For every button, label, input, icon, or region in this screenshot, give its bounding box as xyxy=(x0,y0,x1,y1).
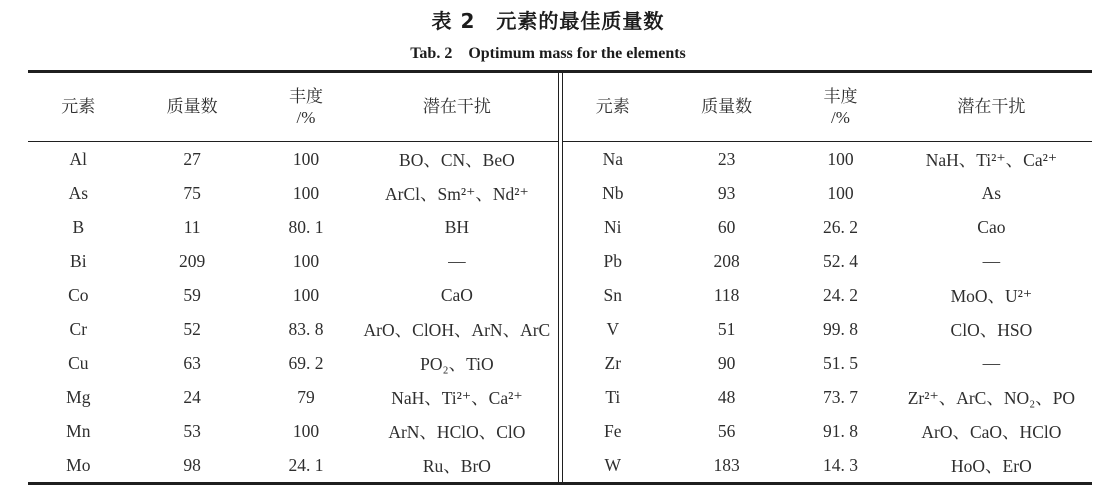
element-cell: Pb xyxy=(603,250,623,271)
mass-cell: 60 xyxy=(717,216,736,237)
mass-cell: 90 xyxy=(717,352,736,373)
table-row xyxy=(563,380,1093,414)
abundance-cell: 14. 3 xyxy=(822,454,858,475)
element-cell: W xyxy=(604,454,622,475)
table-title-chinese: 表 2 元素的最佳质量数 xyxy=(431,9,665,33)
table-row xyxy=(563,210,1093,244)
table-row xyxy=(563,278,1093,312)
left-table-body xyxy=(28,142,558,483)
interference-cell: HoO、ErO xyxy=(951,455,1032,476)
col-header-interference: 潜在干扰 xyxy=(356,73,557,142)
col-header-abundance: 丰度 /% xyxy=(256,73,357,142)
abundance-cell: 100 xyxy=(292,420,320,441)
table-row xyxy=(28,448,558,482)
interference-cell: Ru、BrO xyxy=(422,455,491,476)
table-row xyxy=(28,312,558,346)
abundance-cell: 100 xyxy=(827,182,854,203)
mass-cell: 23 xyxy=(717,148,736,169)
mass-cell: 98 xyxy=(183,454,201,475)
table-row xyxy=(28,176,558,210)
mass-cell: 59 xyxy=(183,284,201,305)
abundance-cell: 24. 2 xyxy=(822,284,858,305)
interference-cell: MoO、U²⁺ xyxy=(950,285,1033,306)
element-cell: Ti xyxy=(605,386,621,407)
mass-cell: 52 xyxy=(183,318,201,339)
abundance-cell: 100 xyxy=(292,250,320,271)
header-row xyxy=(563,73,1093,142)
interference-cell: BO、CN、BeO xyxy=(399,149,515,170)
col-header-abundance: 丰度 /% xyxy=(790,73,891,142)
abundance-cell: 52. 4 xyxy=(822,250,858,271)
table-row xyxy=(28,346,558,380)
element-cell: As xyxy=(68,182,89,203)
table-row xyxy=(28,142,558,177)
mass-cell: 24 xyxy=(183,386,201,407)
interference-cell: — xyxy=(982,352,1001,373)
element-cell: Sn xyxy=(603,284,623,305)
abundance-cell: 100 xyxy=(292,182,320,203)
interference-cell: BH xyxy=(444,216,470,237)
table-title-english: Tab. 2 Optimum mass for the elements xyxy=(410,45,686,62)
element-cell: Bi xyxy=(70,250,87,271)
table-row xyxy=(28,210,558,244)
interference-cell: — xyxy=(448,250,466,271)
interference-cell: ArCl、Sm²⁺、Nd²⁺ xyxy=(385,183,529,204)
abundance-cell: 100 xyxy=(292,148,320,169)
element-cell: V xyxy=(606,318,620,339)
element-cell: B xyxy=(72,216,85,237)
mass-cell: 183 xyxy=(713,454,740,475)
table-row xyxy=(563,414,1093,448)
col-header-mass: 质量数 xyxy=(129,73,256,142)
element-cell: Nb xyxy=(602,182,624,203)
col-header-mass: 质量数 xyxy=(663,73,790,142)
element-cell: Mo xyxy=(66,454,91,475)
interference-cell: Cao xyxy=(977,216,1006,237)
element-cell: Ni xyxy=(604,216,622,237)
mass-cell: 75 xyxy=(183,182,201,203)
elements-table xyxy=(28,70,1092,485)
header-row xyxy=(28,73,558,142)
interference-cell: As xyxy=(981,182,1002,203)
element-cell: Mg xyxy=(66,386,91,407)
interference-cell: Zr²⁺、ArC、NO₂、PO xyxy=(907,387,1076,408)
col-header-element: 元素 xyxy=(563,73,664,142)
table-row xyxy=(28,244,558,278)
mass-cell: 118 xyxy=(713,284,740,305)
table-row xyxy=(28,278,558,312)
left-table xyxy=(28,73,558,482)
interference-cell: ArO、ClOH、ArN、ArC xyxy=(363,319,551,340)
right-table-body xyxy=(563,142,1093,483)
element-cell: Na xyxy=(602,148,623,169)
abundance-cell: 73. 7 xyxy=(822,386,858,407)
interference-cell: PO₂、TiO xyxy=(420,353,494,374)
abundance-cell: 99. 8 xyxy=(822,318,858,339)
abundance-cell: 51. 5 xyxy=(822,352,858,373)
abundance-cell: 69. 2 xyxy=(288,352,324,373)
abundance-cell: 83. 8 xyxy=(288,318,324,339)
mass-cell: 93 xyxy=(717,182,736,203)
mass-cell: 11 xyxy=(183,216,201,237)
mass-cell: 51 xyxy=(717,318,736,339)
element-cell: Cu xyxy=(68,352,89,373)
abundance-cell: 80. 1 xyxy=(288,216,324,237)
interference-cell: ArO、CaO、HClO xyxy=(921,421,1062,442)
col-header-interference: 潜在干扰 xyxy=(891,73,1092,142)
interference-cell: ClO、HSO xyxy=(950,319,1033,340)
element-cell: Co xyxy=(68,284,89,305)
mass-cell: 48 xyxy=(717,386,736,407)
mass-cell: 63 xyxy=(183,352,201,373)
element-cell: Zr xyxy=(604,352,622,373)
left-table-half xyxy=(28,73,558,482)
interference-cell: — xyxy=(982,250,1001,271)
table-row xyxy=(563,176,1093,210)
interference-cell: ArN、HClO、ClO xyxy=(388,421,526,442)
abundance-cell: 100 xyxy=(827,148,854,169)
right-table-half xyxy=(563,73,1093,482)
table-row xyxy=(563,448,1093,482)
table-row xyxy=(563,244,1093,278)
element-cell: Al xyxy=(69,148,88,169)
interference-cell: CaO xyxy=(440,284,473,305)
right-table xyxy=(563,73,1093,482)
mass-cell: 208 xyxy=(713,250,740,271)
abundance-cell: 24. 1 xyxy=(288,454,324,475)
element-cell: Fe xyxy=(604,420,622,441)
table-row xyxy=(563,346,1093,380)
table-row xyxy=(28,414,558,448)
mass-cell: 53 xyxy=(183,420,201,441)
interference-cell: NaH、Ti²⁺、Ca²⁺ xyxy=(925,149,1058,170)
abundance-cell: 100 xyxy=(292,284,320,305)
abundance-cell: 26. 2 xyxy=(822,216,858,237)
element-cell: Mn xyxy=(66,420,91,441)
abundance-cell: 91. 8 xyxy=(822,420,858,441)
mass-cell: 56 xyxy=(717,420,736,441)
table-row xyxy=(28,380,558,414)
mass-cell: 209 xyxy=(179,250,206,271)
table-row xyxy=(563,312,1093,346)
table-row xyxy=(563,142,1093,177)
interference-cell: NaH、Ti²⁺、Ca²⁺ xyxy=(391,387,523,408)
abundance-cell: 79 xyxy=(297,386,315,407)
col-header-element: 元素 xyxy=(28,73,129,142)
element-cell: Cr xyxy=(69,318,88,339)
mass-cell: 27 xyxy=(183,148,201,169)
